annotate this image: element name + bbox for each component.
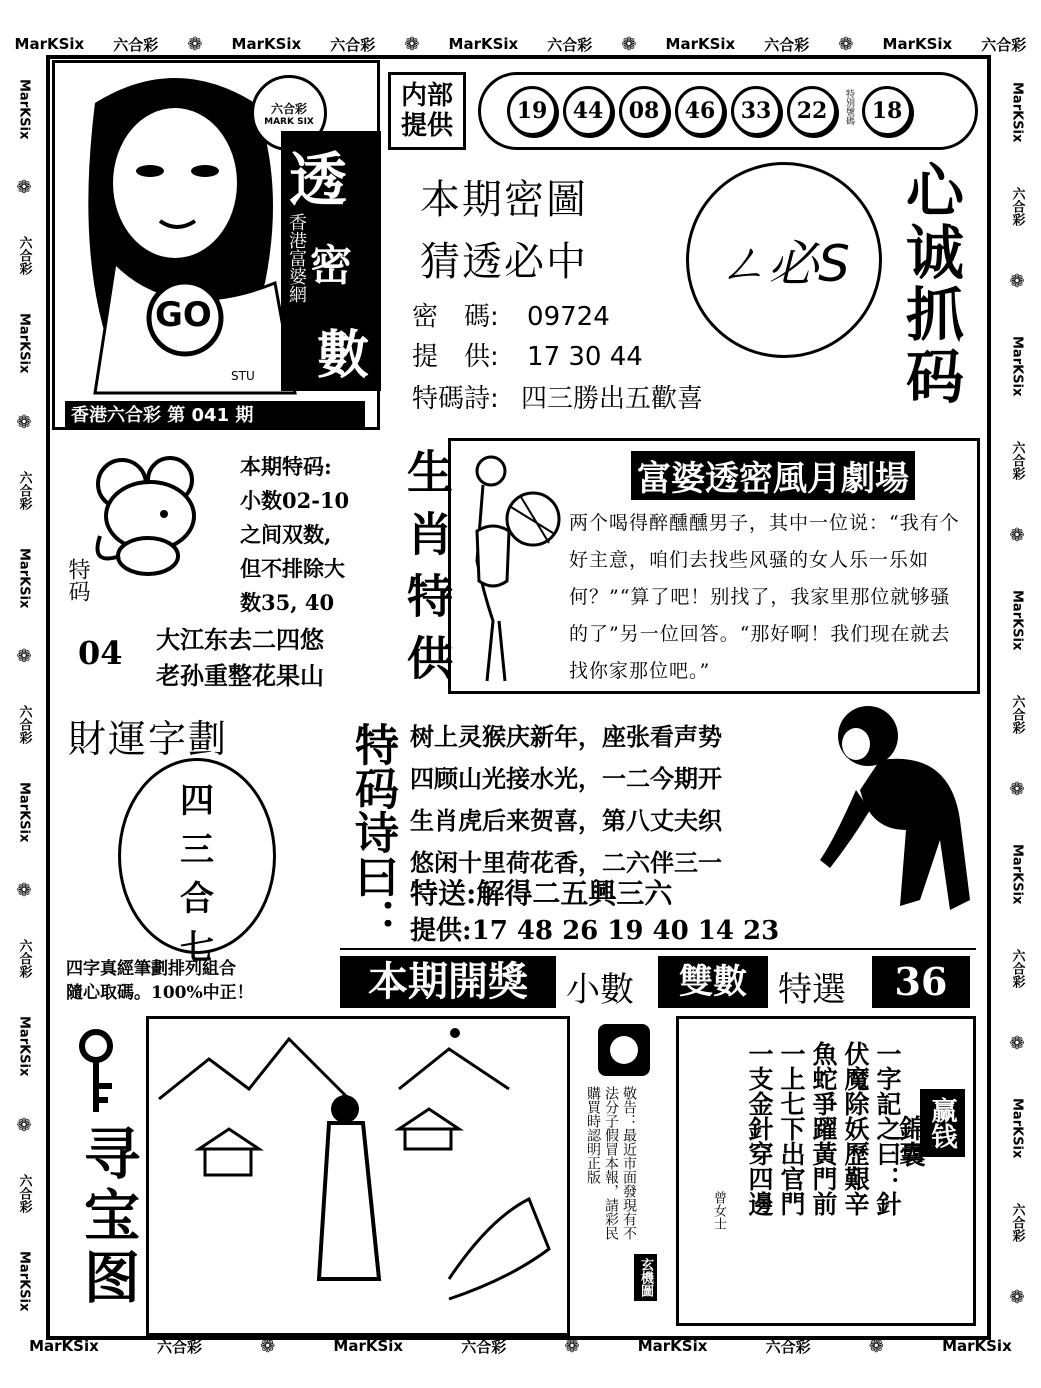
border-liuhecai: 六合彩 (16, 939, 32, 979)
number-ball: 33 (731, 86, 781, 136)
signature-glyph: ㄥ必S (718, 235, 850, 293)
mouse-icon (90, 456, 220, 576)
flower-icon: ❁ (16, 411, 32, 433)
provide-label: 提 供: (412, 342, 499, 372)
flower-icon: ❁ (564, 1335, 580, 1357)
number-ball: 19 (507, 86, 557, 136)
number-ball: 08 (619, 86, 669, 136)
border-liuhecai: 六合彩 (16, 704, 32, 744)
fortune-oval (118, 758, 276, 968)
poem-label: 特碼詩: (412, 384, 499, 414)
notice-panel (582, 1016, 666, 1316)
code-row (412, 296, 610, 333)
flower-icon: ❁ (260, 1335, 276, 1357)
flower-icon: ❁ (1009, 1286, 1025, 1308)
fortune-note-2: 隨心取碼。100%中正！ (66, 983, 254, 1003)
fortune-char: 合 (180, 879, 214, 919)
poem-line: 生肖虎后来贺喜，第八丈夫织 (410, 806, 722, 835)
border-liuhecai: 六合彩 (156, 1337, 202, 1356)
poem-provide-label: 提供: (410, 916, 472, 946)
draw-select: 特選 (778, 970, 846, 1010)
zodiac-line: 小数02-10 (240, 488, 350, 513)
scroll-tag-1: 赢钱 (920, 1089, 965, 1157)
number-ball: 44 (563, 86, 613, 136)
draw-small: 小數 (566, 970, 634, 1010)
scroll-column: 一支金針穿四邊 (745, 1041, 774, 1216)
border-marksix: MarKSix (29, 1337, 99, 1355)
theater-text: 两个喝得醉醺醺男子，其中一位说：“我有个好主意，咱们去找些风骚的女人乐一乐如何？”“算了吧！别找了，我家里那位就够骚的了”另一位回答。“那好啊！我们现在就去找你家那位吧。” (569, 512, 960, 682)
border-marksix: MarKSix (16, 781, 32, 843)
border-marksix: MarKSix (942, 1337, 1012, 1355)
flower-icon: ❁ (621, 33, 637, 55)
flower-icon: ❁ (187, 33, 203, 55)
poem-provide-value: 17 48 26 19 40 14 23 (471, 916, 780, 946)
zodiac-text (240, 450, 349, 620)
border-liuhecai: 六合彩 (16, 236, 32, 276)
theater-title: 富婆透密風月劇場 (631, 451, 915, 500)
scroll-panel (676, 1016, 976, 1326)
zodiac-vertical-title: 生肖特供 (400, 448, 454, 696)
monkey-illustration (810, 700, 980, 940)
provide-row (412, 336, 643, 373)
internal-badge (388, 72, 466, 150)
border-marksix: MarKSix (1009, 1098, 1025, 1159)
border-marksix: MarKSix (16, 547, 32, 609)
border-marksix: MarKSix (1009, 844, 1025, 905)
flower-icon: ❁ (16, 1114, 32, 1136)
border-liuhecai: 六合彩 (1009, 441, 1025, 481)
border-marksix: MarKSix (16, 78, 32, 140)
send-value: 解得二五興三六 (476, 877, 673, 910)
provide-value: 17 30 44 (527, 342, 643, 372)
scroll-column: 一上七下出官門 (777, 1041, 806, 1216)
flower-icon: ❁ (838, 33, 854, 55)
flower-icon: ❁ (1009, 778, 1025, 800)
stu-label: STU (231, 369, 255, 383)
flower-icon: ❁ (1009, 1032, 1025, 1054)
poem-row (412, 378, 703, 415)
flower-icon: ❁ (1009, 270, 1025, 292)
riddle-guess: 猜透必中 (420, 239, 588, 285)
border-liuhecai: 六合彩 (16, 1173, 32, 1213)
border-liuhecai: 六合彩 (981, 35, 1027, 54)
signature-circle (686, 162, 882, 358)
woman-illustration (453, 441, 573, 691)
border-liuhecai: 六合彩 (1009, 187, 1025, 227)
scroll-column: 魚蛇爭躍黃門前 (809, 1041, 838, 1216)
border-liuhecai: 六合彩 (330, 35, 376, 54)
border-liuhecai: 六合彩 (461, 1337, 507, 1356)
flower-icon: ❁ (16, 880, 32, 902)
border-liuhecai: 六合彩 (16, 470, 32, 510)
riddle-title: 本期密圖 (420, 177, 588, 223)
poem-line: 悠闲十里荷花香，二六伴三一 (410, 848, 722, 877)
border-marksix: MarKSix (16, 1250, 32, 1311)
go-sticker: GO (155, 295, 212, 335)
border-liuhecai: 六合彩 (765, 1337, 811, 1356)
draw-number: 36 (872, 956, 970, 1008)
poem-line: 树上灵猴庆新年，座张看声势 (410, 722, 722, 751)
zodiac-verse-2: 老孙重整花果山 (156, 661, 324, 690)
special-number-ball: 18 (862, 86, 912, 136)
notice-badge: 玄機圖 (634, 1254, 657, 1301)
flower-icon: ❁ (16, 177, 32, 199)
poem-vertical-title: 特码诗曰： (347, 722, 398, 942)
send-label: 特送: (410, 877, 477, 910)
zodiac-line: 但不排除大 (240, 556, 345, 581)
flower-icon: ❁ (1009, 524, 1025, 546)
draw-even: 雙數 (658, 956, 768, 1008)
fortune-char: 三 (180, 830, 214, 870)
draw-row (340, 948, 976, 1008)
draw-label: 本期開獎 (340, 956, 556, 1008)
poem-value: 四三勝出五歡喜 (521, 384, 704, 414)
border-liuhecai: 六合彩 (1009, 949, 1025, 989)
flower-icon: ❁ (16, 645, 32, 667)
landscape-illustration (149, 1019, 567, 1333)
notice-text: 敬告：最近市面發現有不法分子假冒本報，請彩民購買時認明正版 (585, 1086, 637, 1240)
code-value: 09724 (527, 302, 610, 332)
mascot-icon (596, 1022, 652, 1078)
special-number-label: 特别號碼 (844, 89, 854, 125)
treasure-title: 寻宝图 (75, 1124, 141, 1310)
title-char-3: 數 (317, 325, 370, 386)
border-left (2, 60, 46, 1330)
internal-label-2: 提供 (400, 111, 453, 141)
border-liuhecai: 六合彩 (1009, 695, 1025, 735)
theater-panel (448, 438, 980, 694)
badge-marksix: MARK SIX (264, 117, 314, 127)
internal-label-1: 内部 (400, 81, 453, 111)
border-liuhecai: 六合彩 (113, 35, 159, 54)
poem-provide (410, 910, 779, 947)
treasure-panel (52, 1016, 572, 1336)
fortune-panel (52, 700, 334, 1002)
issue-caption: 香港六合彩 第 041 期 (65, 401, 365, 427)
title-char-1: 透 (289, 146, 348, 214)
border-marksix: MarKSix (14, 35, 85, 53)
border-liuhecai: 六合彩 (1009, 1203, 1025, 1243)
fortune-note-1: 四字真經筆劃排列組合 (66, 959, 236, 979)
special-code-value: 04 (78, 634, 123, 672)
border-liuhecai: 六合彩 (547, 35, 593, 54)
zodiac-panel (52, 438, 442, 690)
fortune-title: 財運字劃 (68, 717, 229, 761)
cover-panel (52, 60, 380, 430)
border-marksix: MarKSix (16, 313, 32, 374)
fortune-char: 四 (180, 781, 214, 821)
number-ball: 22 (787, 86, 837, 136)
flower-icon: ❁ (404, 33, 420, 55)
title-subtitle: 香港富婆網 (286, 213, 307, 303)
badge-liuhecai: 六合彩 (270, 102, 307, 116)
border-marksix: MarKSix (1009, 590, 1025, 651)
border-marksix: MarKSix (448, 35, 519, 53)
poem-lines (410, 716, 722, 884)
scroll-column: 一字記之曰：針 (873, 1041, 902, 1216)
scroll-columns (743, 1041, 903, 1241)
flower-icon: ❁ (868, 1335, 884, 1357)
fortune-char: 七 (180, 928, 214, 968)
border-right (995, 60, 1039, 1330)
special-code-label: 特码 (65, 558, 90, 602)
draw-numbers-bar (478, 72, 978, 150)
poem-send (410, 872, 672, 912)
border-marksix: MarKSix (16, 1016, 32, 1077)
scroll-signer: 曾女士 (711, 1191, 726, 1230)
zodiac-line: 本期特码: (240, 454, 332, 479)
border-marksix: MarKSix (882, 35, 953, 53)
poem-line: 四顾山光接水光，一二今期开 (410, 764, 722, 793)
border-liuhecai: 六合彩 (764, 35, 810, 54)
title-char-2: 密 (310, 241, 353, 290)
slogan-vertical: 心诚抓码 (896, 160, 964, 408)
border-marksix: MarKSix (1009, 336, 1025, 397)
border-marksix: MarKSix (665, 35, 736, 53)
scroll-column: 伏魔除妖歷艱辛 (841, 1041, 870, 1216)
border-marksix: MarKSix (333, 1337, 404, 1355)
scroll-tag-2: 錦囊 (895, 1115, 925, 1167)
zodiac-line: 数35, 40 (240, 590, 335, 615)
zodiac-verse-1: 大江东去二四悠 (156, 625, 324, 654)
border-marksix: MarKSix (231, 35, 302, 53)
border-marksix: MarKSix (1009, 82, 1025, 143)
border-marksix: MarKSix (637, 1337, 708, 1355)
code-label: 密 碼: (412, 302, 499, 332)
number-ball: 46 (675, 86, 725, 136)
treasure-scene (146, 1016, 570, 1336)
zodiac-line: 之间双数, (240, 522, 332, 547)
